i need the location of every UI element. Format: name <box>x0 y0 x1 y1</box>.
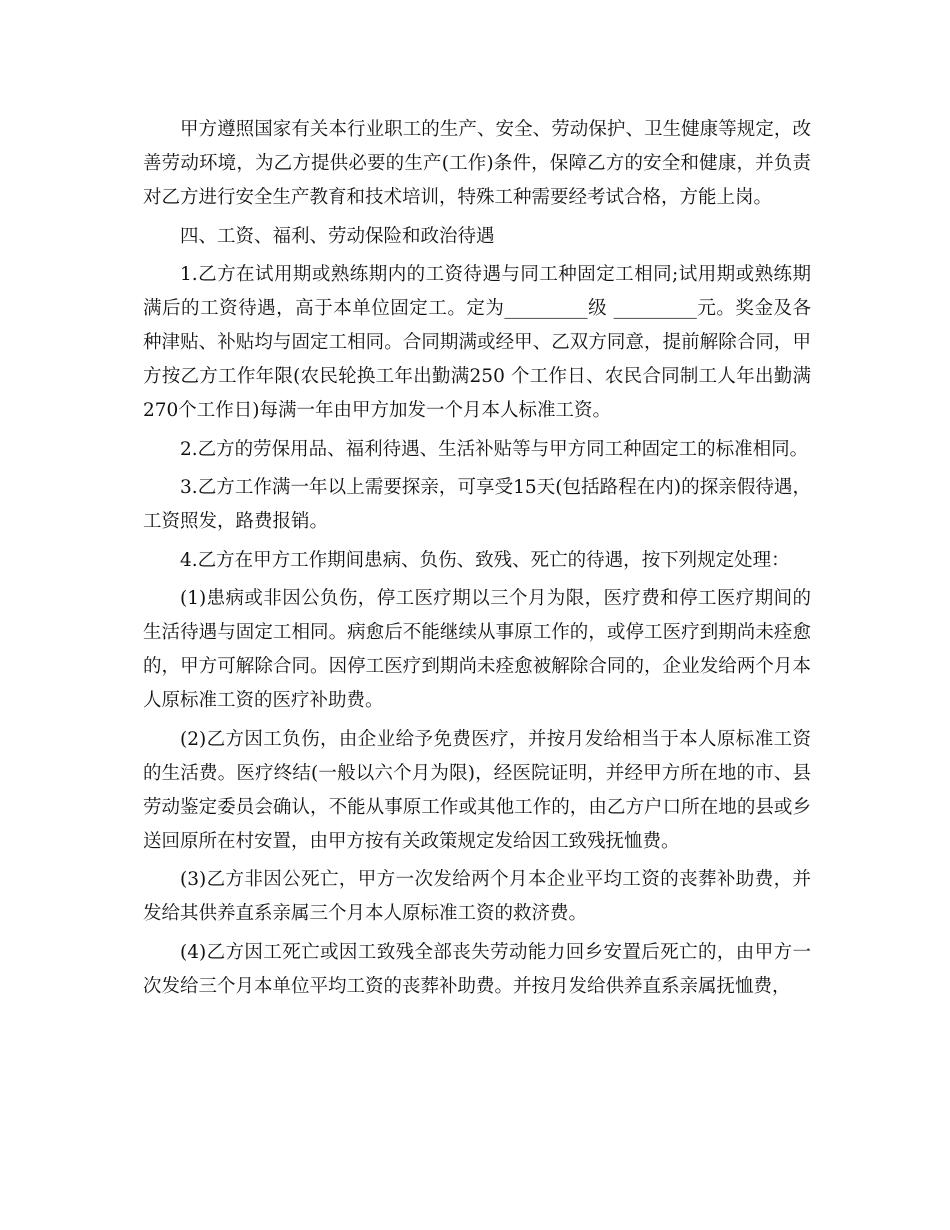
clause-1-wages: 1.乙方在试用期或熟练期内的工资待遇与同工种固定工相同;试用期或熟练期满后的工资待遇，高于本单位固定工。定为_________级 _________元。奖金及各种津贴、补贴均与固定工相同。合同期满或经甲、乙双方同意，提前解除合同，甲方按乙方工作年限(农民轮换工年出勤满250 个工作日、农民合同制工人年出勤满270个工作日)每满一年由甲方加发一个月本人标准工资。 <box>143 264 811 421</box>
clause-4-1-illness: (1)患病或非因公负伤，停工医疗期以三个月为限，医疗费和停工医疗期间的生活待遇与固定工相同。病愈后不能继续从事原工作的，或停工医疗到期尚未痊愈的，甲方可解除合同。因停工医疗到期尚未痊愈被解除合同的，企业发给两个月本人原标准工资的医疗补助费。 <box>143 588 811 711</box>
clause-4-3-non-work-death: (3)乙方非因公死亡，甲方一次发给两个月本企业平均工资的丧葬补助费，并发给其供养直系亲属三个月本人原标准工资的救济费。 <box>143 869 811 924</box>
clause-4-illness-injury: 4.乙方在甲方工作期间患病、负伤、致残、死亡的待遇，按下列规定处理： <box>180 549 790 571</box>
clause-3-home-leave: 3.乙方工作满一年以上需要探亲，可享受15天(包括路程在内)的探亲假待遇，工资照发，路费报销。 <box>143 477 811 532</box>
clause-2-benefits: 2.乙方的劳保用品、福利待遇、生活补贴等与甲方同工种固定工的标准相同。 <box>180 438 809 460</box>
clause-4-2-work-injury: (2)乙方因工负伤，由企业给予免费医疗，并按月发给相当于本人原标准工资的生活费。医疗终结(一般以六个月为限)，经医院证明，并经甲方所在地的市、县劳动鉴定委员会确认，不能从事原工作或其他工作的，由乙方户口所在地的县或乡送回原所在村安置，由甲方按有关政策规定发给因工致残抚恤费。 <box>143 728 811 852</box>
section-heading-wages-benefits: 四、工资、福利、劳动保险和政治待遇 <box>180 225 495 247</box>
clause-4-4-work-death: (4)乙方因工死亡或因工致残全部丧失劳动能力回乡安置后死亡的，由甲方一次发给三个月本单位平均工资的丧葬补助费。并按月发给供养直系亲属抚恤费， <box>143 941 811 997</box>
contract-body <box>143 113 811 1008</box>
paragraph-safety-obligations: 甲方遵照国家有关本行业职工的生产、安全、劳动保护、卫生健康等规定，改善劳动环境，为乙方提供必要的生产(工作)条件，保障乙方的安全和健康，并负责对乙方进行安全生产教育和技术培训，特殊工种需要经考试合格，方能上岗。 <box>143 119 811 208</box>
